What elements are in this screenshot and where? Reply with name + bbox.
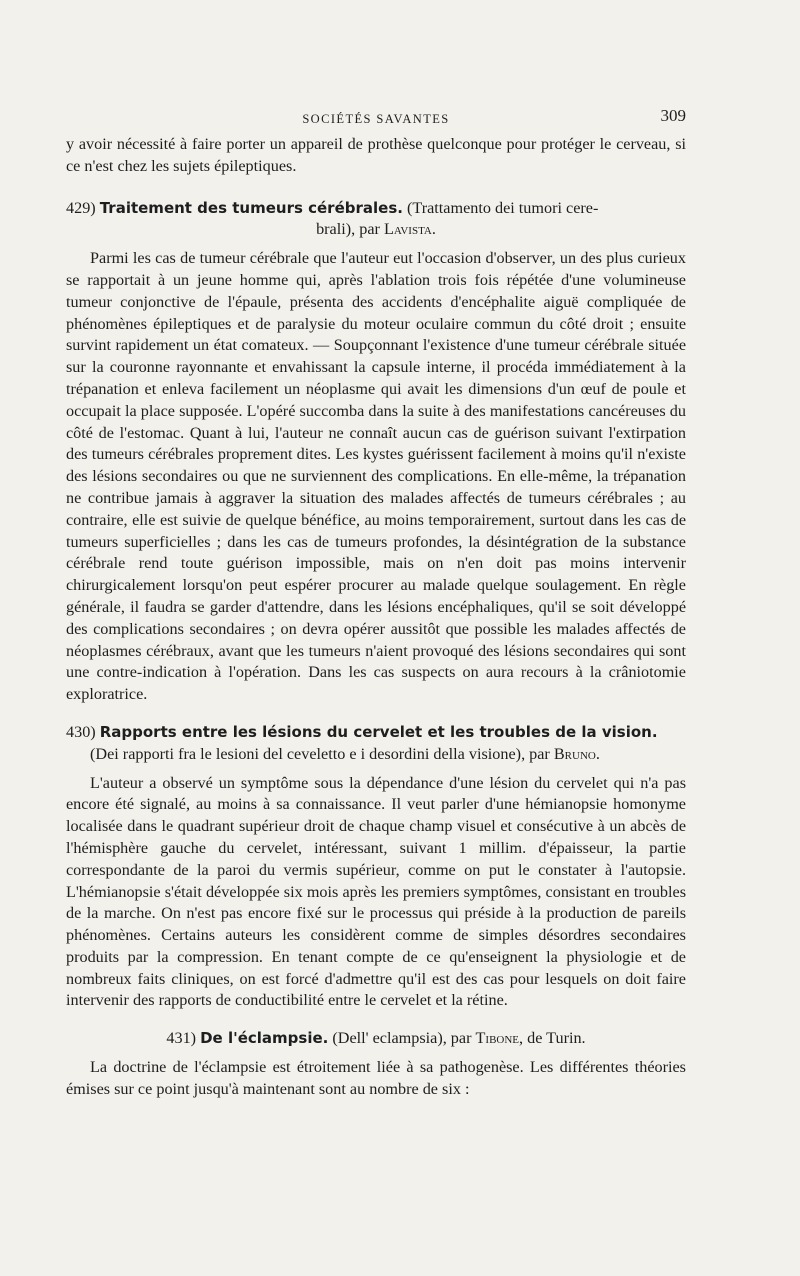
section-429-heading bbox=[66, 198, 686, 220]
section-429-subtitle-b: brali), par bbox=[316, 220, 380, 239]
section-429-author: Lavista. bbox=[383, 220, 436, 239]
section-430-body: L'auteur a observé un symptôme sous la dépendance d'une lésion du cervelet qui n'a pas encore été signalé, au moins à sa connaissance. Il veut parler d'une hémianopsie homonyme localisée dans le quadrant supérieur droit de chaque champ visuel et consécutive à un abcès de l'hémisphère gauche du cervelet, intéressant, suivant 1 millim. d'épaisseur, la partie correspondante de la paroi du vermis supérieur, comme on put le constater à l'autopsie. L'hémianopsie s'était développée six mois après les premiers symptômes, consistant en troubles de la marche. On n'est pas encore fixé sur le processus qui préside à la production de pareils phénomènes. Certains auteurs les considèrent comme de simples désordres secondaires produits par la compression. En tenant compte de ce qu'enseignent la physiologie et de nombreux faits cliniques, on est forcé d'admettre qu'il est des cas pour lesquels on doit faire intervenir des rapports de conductibilité entre le cervelet et la rétine. bbox=[66, 773, 686, 1010]
section-431-author: Tibone, bbox=[475, 1029, 524, 1048]
section-430-title: Rapports entre les lésions du cervelet et les troubles de la vision. bbox=[99, 722, 658, 741]
section-429-byline bbox=[66, 219, 686, 241]
intro-paragraph: y avoir nécessité à faire porter un appareil de prothèse quelconque pour protéger le cerveau, si ce n'est chez les sujets épileptiques. bbox=[66, 135, 686, 175]
section-429-subtitle-a: (Trattamento dei tumori cere- bbox=[407, 198, 599, 217]
section-430-heading bbox=[66, 722, 686, 744]
running-header bbox=[66, 104, 686, 134]
section-429-body: Parmi les cas de tumeur cérébrale que l'auteur eut l'occasion d'observer, un des plus curieux se rapportait à un jeune homme qui, après l'ablation trois fois répétée d'une volumineuse tumeur conjonctive de l'épaule, présenta des accidents d'encéphalite aiguë compliquée de phénomènes épileptiques et de paralysie du moteur oculaire commun du côté droit ; ensuite survint rapidement un état comateux. — Soupçonnant l'existence d'une tumeur cérébrale située sur la couronne rayonnante et envahissant la capsule interne, il procéda immédiatement à la trépanation et enleva facilement un néoplasme qui avait les dimensions d'un œuf de poule et occupait la place supposée. L'opéré succomba dans la suite à des manifestations cancéreuses du côté de l'estomac. Quant à lui, l'auteur ne connaît aucun cas de guérison suivant l'extirpation des tumeurs cérébrales proprement dites. Les kystes guérissent facilement à moins qu'il n'existe des lésions secondaires ou que ne surviennent des complications. En elle-même, la trépanation ne contribue jamais à aggraver la situation des malades affectés de tumeurs cérébrales ; au contraire, elle est suivie de quelque bénéfice, au moins temporairement, surtout dans les cas de tumeurs superficielles ; dans les cas de tumeurs profondes, la désintégration de la substance cérébrale rend toute guérison impossible, mais on n'en doit pas moins intervenir chirurgicalement lorsqu'on peut espérer procurer au malade quelque soulagement. En règle générale, il faudra se garder d'attendre, dans les lésions encéphaliques, qu'il se soit développé des complications secondaires ; on devra opérer aussitôt que possible les malades affectés de néoplasmes cérébraux, avant que les tumeurs n'aient provoqué des lésions secondaires qui sont une contre-indication à l'opération. Dans les cas suspects on aura recours à la crâniotomie exploratrice. bbox=[66, 249, 686, 704]
document-page bbox=[66, 104, 686, 1101]
section-431-place: de Turin. bbox=[527, 1029, 586, 1048]
section-430-author: Bruno. bbox=[553, 744, 600, 763]
section-431-title: De l'éclampsie. bbox=[200, 1029, 329, 1048]
section-430 bbox=[66, 722, 686, 1012]
section-431-number: 431) bbox=[166, 1029, 197, 1048]
section-431-body: La doctrine de l'éclampsie est étroitement liée à sa pathogenèse. Les différentes théories émises sur ce point jusqu'à maintenant sont au nombre de six : bbox=[66, 1058, 686, 1098]
page-number: 309 bbox=[660, 106, 686, 125]
section-431-heading bbox=[66, 1028, 686, 1050]
section-430-number: 430) bbox=[66, 722, 96, 741]
running-title: SOCIÉTÉS SAVANTES bbox=[302, 112, 450, 126]
section-430-byline bbox=[66, 744, 686, 766]
section-431 bbox=[66, 1028, 686, 1100]
section-429-number: 429) bbox=[66, 198, 96, 217]
section-429 bbox=[66, 198, 686, 706]
section-431-subtitle: (Dell' eclampsia), par bbox=[332, 1029, 472, 1048]
section-430-subtitle: (Dei rapporti fra le lesioni del ceveletto e i desordini della visione), par bbox=[90, 744, 550, 763]
section-429-title: Traitement des tumeurs cérébrales. bbox=[99, 198, 403, 217]
